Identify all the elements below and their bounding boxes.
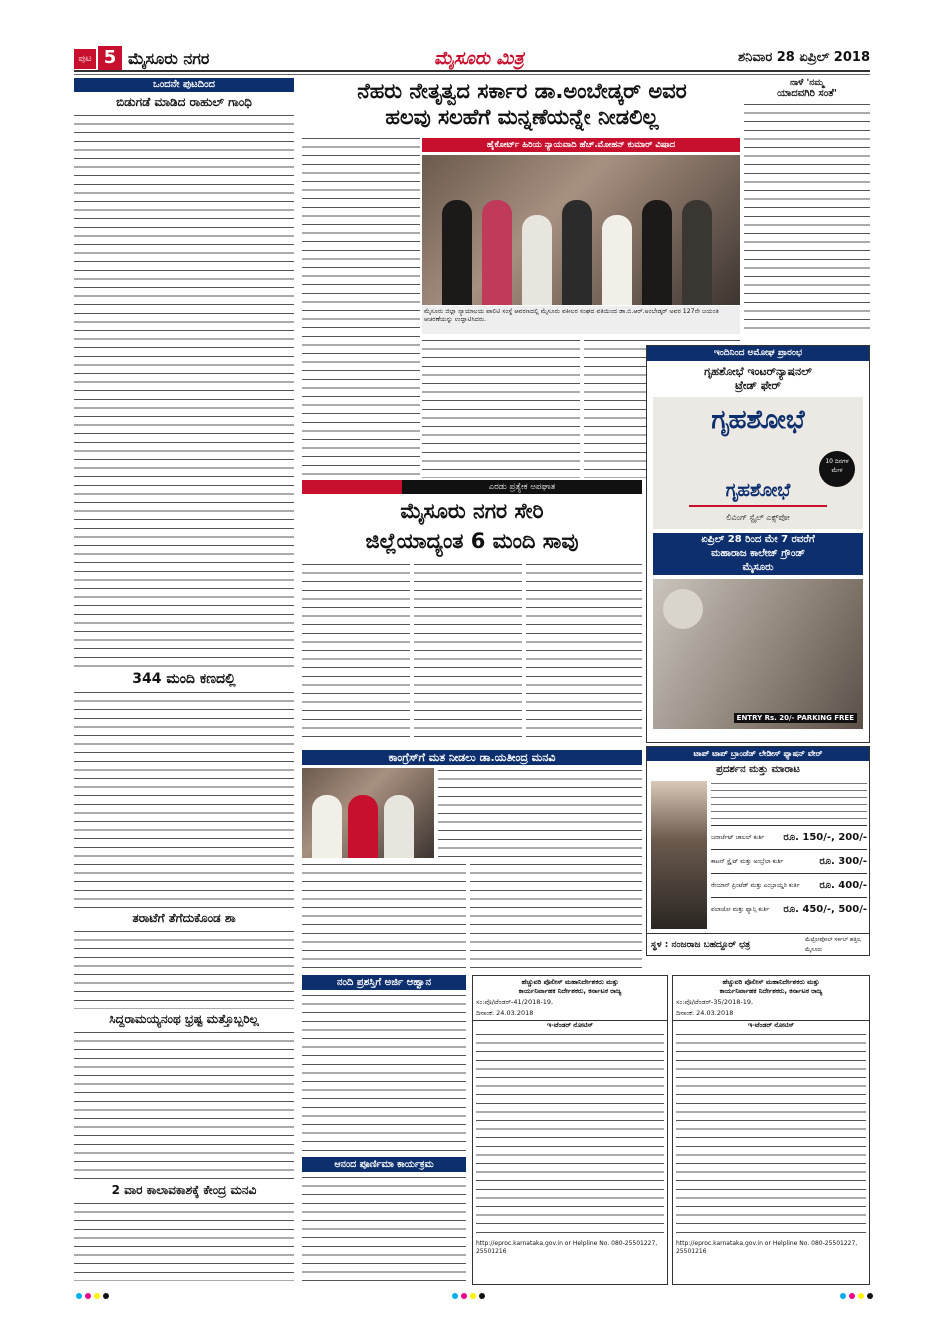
ad-subtitle: ಟ್ರೇಡ್ ಫೇರ್ [735,379,781,392]
congress-body-col2 [470,862,642,970]
person-figure [384,795,414,858]
cyan-dot [76,1293,82,1299]
yellow-dot [858,1293,864,1299]
ad-title: ಗೃಹಶೋಭೆ ಇಂಟರ್‌ನ್ಯಾಷನಲ್ [704,365,812,378]
accident-body-col3 [526,562,642,744]
text-block [74,1030,294,1180]
page-header [74,46,870,72]
fashion-ad [646,746,870,956]
accident-headline-1: ಮೈಸೂರು ನಗರ ಸೇರಿ [400,499,544,523]
lead-headline-1: ನೆಹರು ನೇತೃತ್ವದ ಸರ್ಕಾರ ಡಾ.ಅಂಬೇಡ್ಕರ್ ಅವರ [357,79,687,103]
ad-image [653,579,863,729]
story-title: 2 ವಾರ ಕಾಲಾವಕಾಶಕ್ಕೆ ಕೇಂದ್ರ ಮನವಿ [111,1183,257,1197]
price-row [711,825,867,849]
story-title: ಸಿದ್ದರಾಮಯ್ಯನಂಥ ಭ್ರಷ್ಟ ಮತ್ತೊಬ್ಬರಿಲ್ಲ [109,1012,259,1026]
accident-body-col1 [302,562,410,744]
registration-marks [76,1293,109,1299]
price-value: ರೂ. 450/-, 500/- [783,904,867,915]
page-label: ಪುಟ [74,49,96,69]
lead-story [302,78,742,130]
ad-logo-2: ಗೃಹಶೋಭೆ [725,480,791,501]
fashion-venue-row [647,933,869,955]
story-body-lines [74,1030,294,1180]
black-dot [867,1293,873,1299]
person-figure [348,795,378,858]
price-item: ಪಲಾಜೋ ಮತ್ತು ಫ್ಯಾನ್ಸಿ ಕುರ್ತಿ [711,905,770,913]
cyan-dot [452,1293,458,1299]
lead-headline-2: ಹಲವು ಸಲಹೆಗೆ ಮನ್ನಣೆಯನ್ನೇ ನೀಡಲಿಲ್ಲ [385,105,659,129]
price-value: ರೂ. 400/- [819,880,867,891]
tender2-ref: ಸಂ:ಪೊ/ಟೆಂಡರ್-35/2018-19, [676,998,754,1006]
lead-photo [422,155,740,305]
tender2-notice: ಇ-ಟೆಂಡರ್ ನೋಟಿಸ್ [673,1020,869,1030]
black-dot [479,1293,485,1299]
person-figure [682,200,712,305]
person-figure [482,200,512,305]
fashion-subtitle: ಪ್ರದರ್ಶನ ಮತ್ತು ಮಾರಾಟ [716,764,800,775]
price-row [711,897,867,921]
right-top-headline: ಯಾದವಗಿರಿ ಸಂತೆ' [777,88,837,99]
story-title: 344 ಮಂದಿ ಕಣದಲ್ಲಿ [132,671,236,687]
grihashobhe-ad [646,345,870,743]
price-row [711,849,867,873]
anand-headline: ಆನಂದ ಪೂರ್ಣಿಮಾ ಕಾರ್ಯಕ್ರಮ [302,1157,466,1172]
story-body-lines [74,1201,294,1281]
accident-headline-2: ಜಿಲ್ಲೆಯಾದ್ಯಂತ 6 ಮಂದಿ ಸಾವು [365,529,579,553]
registration-marks [452,1293,485,1299]
tender2-body [676,1032,866,1238]
price-row [711,873,867,897]
congress-body-col1 [302,862,466,970]
story-title: ತರಾಟೆಗೆ ತೆಗೆದುಕೊಂಡ ಶಾ [132,911,236,925]
tender1-ref: ಸಂ:ಪೊ/ಟೆಂಡರ್-41/2018-19, [476,998,554,1006]
left-column [74,78,294,1281]
nandi-body [302,993,466,1153]
ad-logo-area [653,397,863,529]
registration-marks [840,1293,873,1299]
person-figure [442,200,472,305]
story-body-lines [74,929,294,1009]
section-title: ಮೈಸೂರು ನಗರ [128,49,210,68]
magenta-dot [849,1293,855,1299]
text-block [74,929,294,1009]
person-figure [562,200,592,305]
tender1-body [476,1032,664,1238]
fashion-title: ಟಾಪ್ ಟಾಪ್ ಬ್ರಾಂಡೆಡ್ ಲೇಡೀಸ್ ಫ್ಯಾಷನ್ ವೇರ್ [647,747,869,761]
accident-kicker: ಎರಡು ಪ್ರತ್ಯೇಕ ಅಪಘಾತ [402,480,642,494]
yellow-dot [470,1293,476,1299]
congress-photo [302,768,434,858]
model-image [651,781,707,929]
person-figure [522,215,552,305]
ad-logo: ಗೃಹಶೋಭೆ [711,405,805,435]
right-top-kicker: ನಾಳೆ 'ನಮ್ಮ [789,78,825,88]
price-list [711,825,867,921]
ad-image-circle [663,589,703,629]
tender-notice-2 [672,975,870,1285]
accident-kicker-bg [302,480,642,494]
lead-body-col1 [302,136,420,478]
price-item: ಜನಾರ್ಜೆಟ್ ಚಾಲಲ್ ಕುರ್ತಿ [711,833,765,841]
text-block [74,113,294,668]
price-item: ಕಾಟನ್ ಸ್ಟ್ರೈಟ್ ಮತ್ತು ಅಂಬ್ರೆಲಾ ಕುರ್ತಿ [711,857,784,865]
person-figure [312,795,342,858]
tender2-date: ದಿನಾಂಕ: 24.03.2018 [676,1009,734,1017]
fashion-details [711,781,867,821]
lead-body-col2 [422,338,580,478]
ad-strip: ಇಂದಿನಿಂದ ಅಮೋಘ ಪ್ರಾರಂಭ [647,346,869,361]
right-top-body [744,102,870,332]
person-figure [642,200,672,305]
lead-kicker: ಹೈಕೋರ್ಟ್ ಹಿರಿಯ ನ್ಯಾಯವಾದಿ ಹೆಚ್.ಮೋಹನ್ ಕುಮಾರ್ ವಿಷಾದ [422,138,740,152]
magenta-dot [461,1293,467,1299]
logo-rule [689,505,827,507]
right-top-story [744,78,870,332]
cyan-dot [840,1293,846,1299]
ad-venue: ಮಹಾರಾಜ ಕಾಲೇಜ್ ಗ್ರೌಂಡ್ [711,548,805,559]
fashion-venue: ಸ್ಥಳ : ನಂಜರಾಜ ಬಹದ್ದೂರ್ ಛತ್ರ [651,940,751,950]
ad-dates: ಏಪ್ರಿಲ್ 28 ರಿಂದ ಮೇ 7 ರವರೆಗೆ [701,534,815,545]
nandi-headline: ನಂದಿ ಪ್ರಶಸ್ತಿಗೆ ಅರ್ಜಿ ಆಹ್ವಾನ [302,975,466,990]
ad-city: ಮೈಸೂರು [742,562,774,573]
price-value: ರೂ. 300/- [819,856,867,867]
story-body-lines [74,113,294,668]
black-dot [103,1293,109,1299]
text-block [74,690,294,908]
ad-tagline: ಲಿವಿಂಗ್ ಸ್ಟೈಲ್ ಎಕ್ಸ್‌ಪೋ [726,513,790,522]
magenta-dot [85,1293,91,1299]
tender1-website: http://eproc.karnataka.gov.in or Helpline No. 080-25501227, 25501216 [476,1240,658,1255]
accident-body-col2 [414,562,522,744]
fashion-venue-sub: ಮೆಟ್ರೋಪೋಲ್ ಸರ್ಕಲ್ ಹತ್ತಿರ, ಮೈಸೂರು [805,937,862,953]
tender1-date: ದಿನಾಂಕ: 24.03.2018 [476,1009,534,1017]
photo-caption: ಮೈಸೂರು ಜಿಲ್ಲಾ ನ್ಯಾಯಾಲಯ ಪಾಲಿಟಿ ಸಂಸ್ಥೆ ಆವರಣದಲ್ಲಿ ಮೈಸೂರು ವಕೀಲರ ಸಂಘದ ವತಿಯಿಂದ ಡಾ.ಬಿ.ಆರ್.ಅಂಬೇಡ್ಕರ್ ಅವರ 127ನೇ ಜಯಂತಿ ಆಚರಣೆಯನ್ನು ಉದ್ಘಾಟಿಸಿದರು. [422,306,740,334]
tender2-website: http://eproc.karnataka.gov.in or Helpline No. 080-25501227, 25501216 [676,1240,858,1255]
entry-fee: ENTRY Rs. 20/- PARKING FREE [734,713,857,723]
congress-headline: ಕಾಂಗ್ರೆಸ್‌ಗೆ ಮತ ನೀಡಲು ಡಾ.ಯತೀಂದ್ರ ಮನವಿ [302,750,642,765]
price-value: ರೂ. 150/-, 200/- [783,832,867,843]
tender1-head1: ಹೆಚ್ಚುವರಿ ಪೊಲೀಸ್ ಮಹಾನಿರ್ದೇಶಕರು ಮತ್ತು [521,978,619,986]
continued-bar: ಒಂದನೇ ಪುಟದಿಂದ [74,78,294,92]
congress-body-top [438,768,642,858]
story-title: ಬಿಡುಗಡೆ ಮಾಡಿದ ರಾಹುಲ್ ಗಾಂಧಿ [116,95,252,109]
story-body-lines [74,690,294,908]
issue-date: ಶನಿವಾರ 28 ಏಪ್ರಿಲ್ 2018 [738,50,870,65]
person-figure [602,215,632,305]
tender2-head1: ಹೆಚ್ಚುವರಿ ಪೊಲೀಸ್ ಮಹಾನಿರ್ದೇಶಕರು ಮತ್ತು [722,978,820,986]
tender1-notice: ಇ-ಟೆಂಡರ್ ನೋಟಿಸ್ [473,1020,667,1030]
anand-body [302,1175,466,1285]
header-rule [74,74,870,75]
tender1-head2: ಕಾರ್ಯನಿರ್ವಾಹಕ ನಿರ್ದೇಶಕರು, ಕರ್ನಾಟಕ ರಾಜ್ಯ [518,987,622,995]
tender-notice-1 [472,975,668,1285]
ten-days-badge: 10 ದಿನಗಳ ಮೇಳ [819,451,855,487]
page-number: 5 [98,46,122,70]
tender2-head2: ಕಾರ್ಯನಿರ್ವಾಹಕ ನಿರ್ದೇಶಕರು, ಕರ್ನಾಟಕ ರಾಜ್ಯ [719,987,823,995]
ad-dates-box [653,533,863,575]
text-block [74,1201,294,1281]
price-item: ರೇಯಾನ್ ಪ್ರಿಂಟೆಡ್ ಮತ್ತು ಎಂಬ್ರಾಯ್ಡರಿ ಕುರ್ತಿ [711,881,800,889]
yellow-dot [94,1293,100,1299]
masthead: ಮೈಸೂರು ಮಿತ್ರ [434,48,524,69]
